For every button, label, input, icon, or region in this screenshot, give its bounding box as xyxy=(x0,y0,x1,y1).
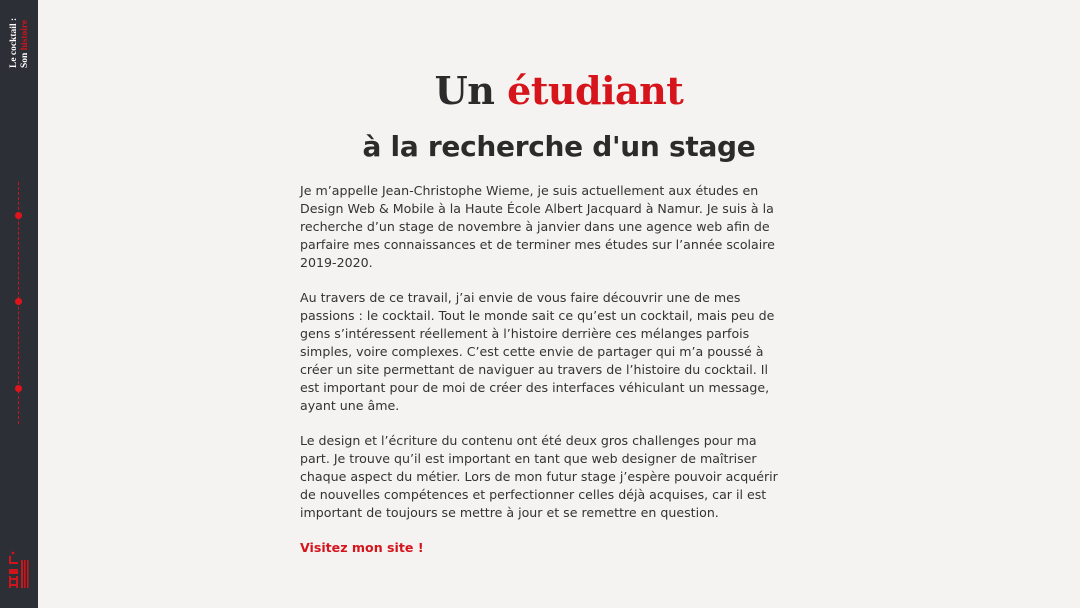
heaj-logo-icon[interactable] xyxy=(7,526,31,598)
intro-text xyxy=(300,182,790,557)
paragraph-2: Au travers de ce travail, j’ai envie de vous faire découvrir une de mes passions : le cocktail. Tout le monde sait ce qu’est un cocktail, mais peu de gens s’intéressent réellement à l’histoire derrière ces mélanges parfois simples, voire complexes. C’est cette envie de partager qui m’a poussé à créer un site permettant de naviguer au travers de l’histoire du cocktail. Il est important pour de moi de créer des interfaces véhiculant un message, ayant une âme. xyxy=(300,290,775,413)
sidebar-title-histoire: histoire xyxy=(20,19,30,51)
page-title-highlight: étudiant xyxy=(507,68,684,113)
sidebar-title-son: Son xyxy=(20,50,30,68)
paragraph-3: Le design et l’écriture du contenu ont été deux gros challenges pour ma part. Je trouve qu’il est important en tant que web designer de maîtriser chaque aspect du métier. Lors de mon futur stage j’espère pouvoir acquérir de nouvelles compétences et perfectionner celles déjà acquises, car il est important de toujours se mettre à jour et se remettre en question. xyxy=(300,433,778,520)
sidebar-home-link[interactable] xyxy=(0,0,38,80)
page-title-part1: Un xyxy=(434,68,508,113)
timeline-dot-3[interactable] xyxy=(15,385,22,392)
timeline-dot-2[interactable] xyxy=(15,298,22,305)
visit-site-link[interactable]: Visitez mon site ! xyxy=(300,540,424,555)
sidebar-title-line1: Le cocktail : xyxy=(9,17,19,68)
main-content xyxy=(38,0,1080,608)
sidebar xyxy=(0,0,38,608)
timeline-dot-1[interactable] xyxy=(15,212,22,219)
page-subtitle: à la recherche d'un stage xyxy=(362,130,756,163)
page-title xyxy=(38,68,1080,113)
sidebar-title-line2 xyxy=(20,18,31,68)
paragraph-1: Je m’appelle Jean-Christophe Wieme, je suis actuellement aux études en Design Web & Mobile à la Haute École Albert Jacquard à Namur. Je suis à la recherche d’un stage de novembre à janvier dans une agence web afin de parfaire mes connaissances et de terminer mes études sur l’année scolaire 2019-2020. xyxy=(300,183,775,270)
sidebar-title xyxy=(9,18,31,68)
